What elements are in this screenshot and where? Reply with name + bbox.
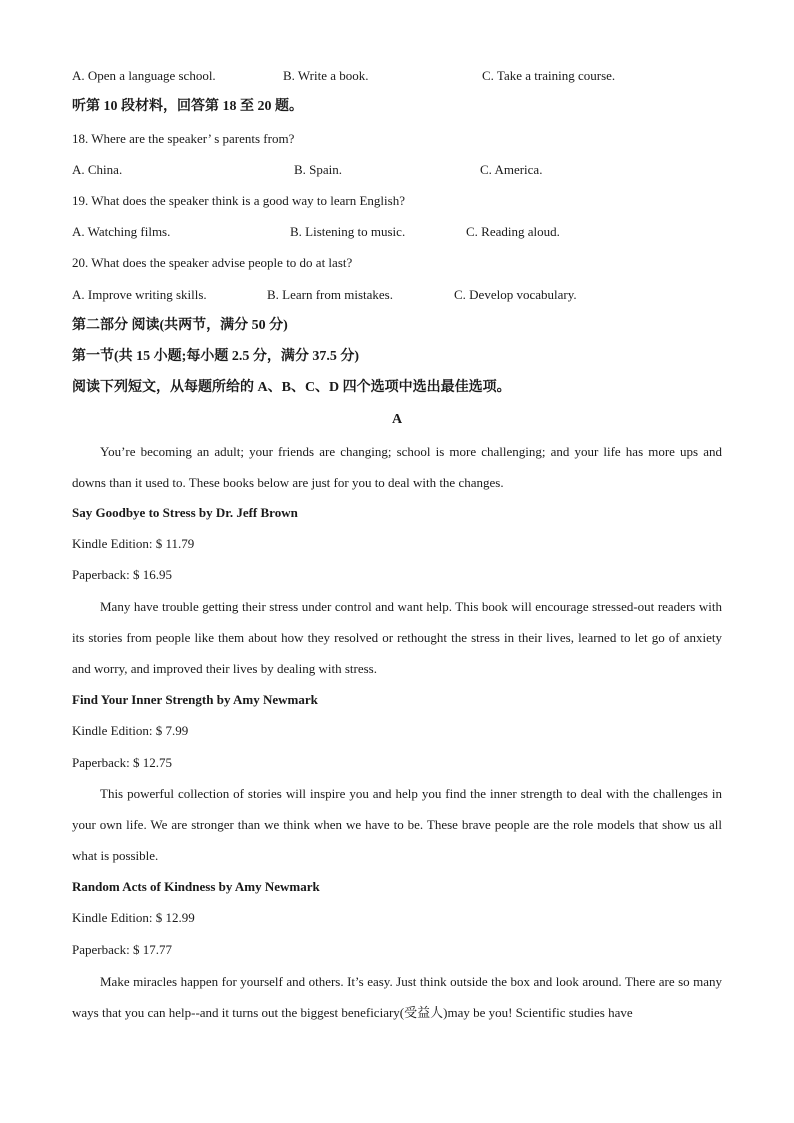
book-title: Find Your Inner Strength by Amy Newmark bbox=[72, 692, 318, 707]
book-description-text: Many have trouble getting their stress under control and want help. This book will encourage stressed-out readers with its stories from people like them about how they resolved or rethought the stress in their lives, learned to let go of anxiety and worry, and improved their lives by dealing with stress. bbox=[72, 599, 722, 676]
q18-option-c: C. America. bbox=[480, 162, 543, 177]
book-title: Say Goodbye to Stress by Dr. Jeff Brown bbox=[72, 505, 298, 520]
q19-option-b: B. Listening to music. bbox=[290, 224, 406, 239]
book-kindle-price: Kindle Edition: $ 7.99 bbox=[72, 723, 189, 738]
book-description bbox=[72, 778, 722, 871]
q20-option-b: B. Learn from mistakes. bbox=[267, 287, 393, 302]
passage-label: A bbox=[391, 412, 403, 427]
book-paperback-price: Paperback: $ 17.77 bbox=[72, 942, 173, 957]
book-kindle-price: Kindle Edition: $ 11.79 bbox=[72, 536, 195, 551]
book-kindle-price: Kindle Edition: $ 12.99 bbox=[72, 910, 195, 925]
q19-option-a: A. Watching films. bbox=[72, 224, 171, 239]
q19-option-c: C. Reading aloud. bbox=[466, 224, 560, 239]
intro-text: You’re becoming an adult; your friends are changing; school is more challenging; and your life has more ups and downs than it used to. These books below are just for you to deal with the changes. bbox=[72, 444, 722, 490]
section10-heading: 听第 10 段材料，回答第 18 至 20 题。 bbox=[72, 99, 303, 114]
q17-option-b: B. Write a book. bbox=[283, 68, 369, 83]
book-description-text: Make miracles happen for yourself and others. It’s easy. Just think outside the box and look around. There are so many ways that you can help--and it turns out the biggest beneficiary(受益人)may be you! Scientific studies have bbox=[72, 974, 722, 1020]
section1-heading: 第一节(共 15 小题;每小题 2.5 分，满分 37.5 分) bbox=[72, 349, 359, 364]
book-description bbox=[72, 591, 722, 684]
q19-question: 19. What does the speaker think is a good way to learn English? bbox=[72, 193, 405, 208]
q17-option-a: A. Open a language school. bbox=[72, 68, 216, 83]
book-paperback-price: Paperback: $ 16.95 bbox=[72, 567, 173, 582]
book-title: Random Acts of Kindness by Amy Newmark bbox=[72, 879, 320, 894]
q18-question: 18. Where are the speaker’ s parents from? bbox=[72, 131, 295, 146]
q17-option-c: C. Take a training course. bbox=[482, 68, 616, 83]
book-description-text: This powerful collection of stories will inspire you and help you find the inner strength to deal with the challenges in your own life. We are stronger than we think when we have to be. These brave people are the role models that show us all what is possible. bbox=[72, 786, 722, 863]
q20-option-a: A. Improve writing skills. bbox=[72, 287, 207, 302]
q18-option-b: B. Spain. bbox=[294, 162, 343, 177]
q20-option-c: C. Develop vocabulary. bbox=[454, 287, 577, 302]
book-paperback-price: Paperback: $ 12.75 bbox=[72, 755, 173, 770]
part2-heading: 第二部分 阅读(共两节，满分 50 分) bbox=[72, 318, 288, 333]
reading-instructions: 阅读下列短文，从每题所给的 A、B、C、D 四个选项中选出最佳选项。 bbox=[72, 380, 511, 395]
q18-option-a: A. China. bbox=[72, 162, 123, 177]
book-description bbox=[72, 966, 722, 1028]
intro-paragraph bbox=[72, 436, 722, 498]
q20-question: 20. What does the speaker advise people to do at last? bbox=[72, 255, 353, 270]
